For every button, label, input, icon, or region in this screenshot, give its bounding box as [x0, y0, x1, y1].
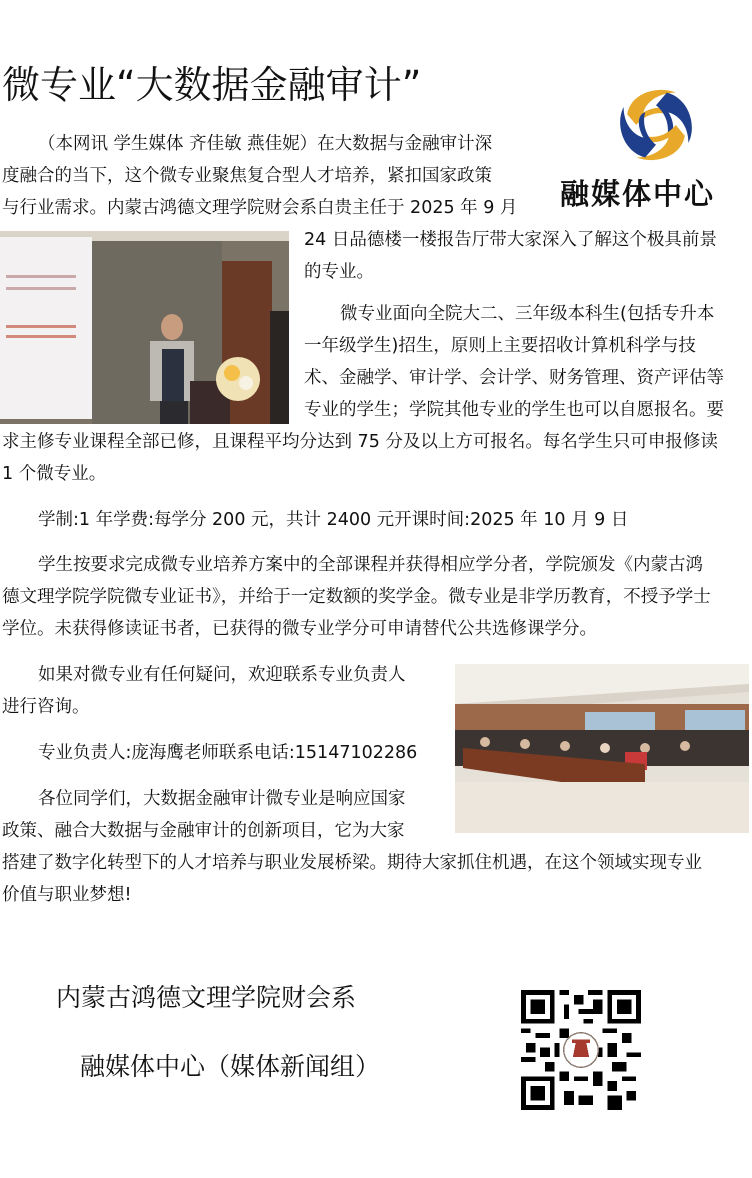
footer-department: 融媒体中心（媒体新闻组） — [80, 1052, 381, 1081]
text-line: 的专业。 — [304, 262, 374, 282]
text-line: 专业的学生；学院其他专业的学生也可以自愿报名。要 — [304, 400, 724, 420]
text-line: 各位同学们，大数据金融审计微专业是响应国家 — [38, 789, 406, 809]
paragraph-closing — [2, 783, 702, 911]
paragraph-contact-person — [2, 737, 417, 769]
text-line: 搭建了数字化转型下的人才培养与职业发展桥梁。期待大家抓住机遇，在这个领域实现专业 — [2, 853, 702, 873]
text-line: 微专业面向全院大二、三年级本科生(包括专升本 — [340, 304, 715, 324]
qr-code-icon — [520, 990, 642, 1110]
media-center-logo — [556, 72, 752, 212]
paragraph-tuition — [2, 504, 628, 536]
paragraph-eligibility-continued — [2, 426, 718, 490]
text-line: 德文理学院学院微专业证书》，并给于一定数额的奖学金。微专业是非学历教育，不授予学士 — [2, 587, 711, 607]
speaker-photo — [0, 231, 289, 424]
text-line: 专业负责人:庞海鹰老师联系电话:15147102286 — [38, 743, 418, 763]
text-line: 求主修专业课程全部已修，且课程平均分达到 75 分及以上方可报名。每名学生只可申报修读 — [2, 432, 718, 452]
paragraph-contact-intro — [2, 659, 406, 723]
text-line: 度融合的当下，这个微专业聚焦复合型人才培养，紧扣国家政策 — [2, 166, 492, 186]
text-line: （本网讯 学生媒体 齐佳敏 燕佳妮）在大数据与金融审计深 — [38, 134, 493, 154]
text-line: 学制:1 年学费:每学分 200 元，共计 2400 元开课时间:2025 年 10 月 9 日 — [38, 510, 629, 530]
text-line: 进行咨询。 — [2, 697, 90, 717]
text-line: 1 个微专业。 — [2, 464, 107, 484]
paragraph-intro-continued — [304, 224, 717, 288]
swirl-logo-icon — [611, 80, 701, 170]
text-line: 术、金融学、审计学、会计学、财务管理、资产评估等 — [304, 368, 724, 388]
text-line: 如果对微专业有任何疑问，欢迎联系专业负责人 — [38, 665, 406, 685]
page-title: 微专业“大数据金融审计” — [2, 63, 422, 107]
text-line: 学生按要求完成微专业培养方案中的全部课程并获得相应学分者，学院颁发《内蒙古鸿 — [38, 555, 703, 575]
text-line: 学位。未获得修读证书者，已获得的微专业学分可申请替代公共选修课学分。 — [2, 619, 597, 639]
text-line: 24 日品德楼一楼报告厅带大家深入了解这个极具前景 — [304, 230, 717, 250]
paragraph-intro — [2, 128, 517, 224]
text-line: 一年级学生)招生，原则上主要招收计算机科学与技 — [304, 336, 696, 356]
footer-organization: 内蒙古鸿德文理学院财会系 — [56, 983, 357, 1012]
paragraph-eligibility — [304, 298, 724, 426]
logo-text: 融媒体中心 — [560, 177, 716, 211]
speaker-photo-illustration — [0, 231, 289, 424]
text-line: 与行业需求。内蒙古鸿德文理学院财会系白贵主任于 2025 年 9 月 — [2, 198, 518, 218]
paragraph-certificate — [2, 549, 711, 645]
text-line: 政策、融合大数据与金融审计的创新项目，它为大家 — [2, 821, 405, 841]
text-line: 价值与职业梦想! — [2, 885, 132, 905]
